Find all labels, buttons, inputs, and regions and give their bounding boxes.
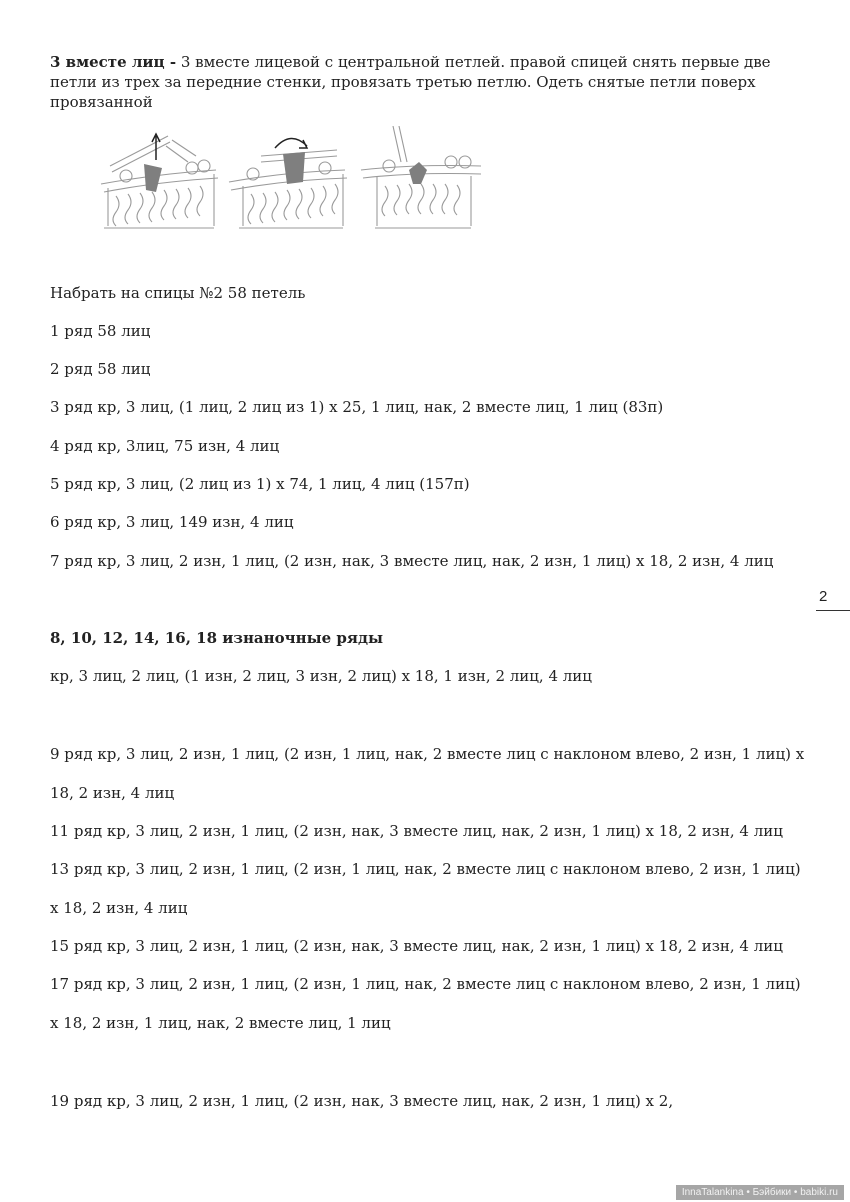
row-9-continuation: 18, 2 изн, 4 лиц xyxy=(50,784,175,802)
stitch-illustration-step-3 xyxy=(355,126,485,231)
row-19-line: 19 ряд кр, 3 лиц, 2 изн, 1 лиц, (2 изн, нак, 3 вместе лиц, нак, 2 изн, 1 лиц) х 2, xyxy=(50,1092,674,1110)
row-2-line: 2 ряд 58 лиц xyxy=(50,360,151,378)
purl-rows-line: кр, 3 лиц, 2 лиц, (1 изн, 2 лиц, 3 изн, 2 лиц) х 18, 1 изн, 2 лиц, 4 лиц xyxy=(50,667,592,685)
stitch-illustration-step-2 xyxy=(225,126,350,231)
row-1-line: 1 ряд 58 лиц xyxy=(50,322,151,340)
row-5-line: 5 ряд кр, 3 лиц, (2 лиц из 1) х 74, 1 лиц, 4 лиц (157п) xyxy=(50,475,470,493)
row-11-line: 11 ряд кр, 3 лиц, 2 изн, 1 лиц, (2 изн, нак, 3 вместе лиц, нак, 2 изн, 1 лиц) х 18, 2 изн, 4 лиц xyxy=(50,822,783,840)
row-4-line: 4 ряд кр, 3лиц, 75 изн, 4 лиц xyxy=(50,437,280,455)
page-number-rule xyxy=(816,610,850,611)
row-13-line: 13 ряд кр, 3 лиц, 2 изн, 1 лиц, (2 изн, 1 лиц, нак, 2 вместе лиц с наклоном влево, 2 изн, 1 лиц) xyxy=(50,860,801,878)
row-6-line: 6 ряд кр, 3 лиц, 149 изн, 4 лиц xyxy=(50,513,294,531)
row-7-line: 7 ряд кр, 3 лиц, 2 изн, 1 лиц, (2 изн, нак, 3 вместе лиц, нак, 2 изн, 1 лиц) х 18, 2 изн, 4 лиц xyxy=(50,552,774,570)
purl-rows-heading: 8, 10, 12, 14, 16, 18 изнаночные ряды xyxy=(50,629,383,647)
row-17-continuation: х 18, 2 изн, 1 лиц, нак, 2 вместе лиц, 1 лиц xyxy=(50,1014,391,1032)
row-9-line: 9 ряд кр, 3 лиц, 2 изн, 1 лиц, (2 изн, 1 лиц, нак, 2 вместе лиц с наклоном влево, 2 изн, 1 лиц) х xyxy=(50,745,805,763)
row-15-line: 15 ряд кр, 3 лиц, 2 изн, 1 лиц, (2 изн, нак, 3 вместе лиц, нак, 2 изн, 1 лиц) х 18, 2 изн, 4 лиц xyxy=(50,937,783,955)
watermark: InnaTalankina • Бэйбики • babiki.ru xyxy=(676,1185,844,1200)
stitch-illustration-step-1 xyxy=(96,126,221,231)
row-17-line: 17 ряд кр, 3 лиц, 2 изн, 1 лиц, (2 изн, 1 лиц, нак, 2 вместе лиц с наклоном влево, 2 изн, 1 лиц) xyxy=(50,975,801,993)
row-3-line: 3 ряд кр, 3 лиц, (1 лиц, 2 лиц из 1) х 25, 1 лиц, нак, 2 вместе лиц, 1 лиц (83п) xyxy=(50,398,664,416)
page-number: 2 xyxy=(819,588,828,605)
row-13-continuation: х 18, 2 изн, 4 лиц xyxy=(50,899,188,917)
intro-paragraph xyxy=(50,52,790,112)
intro-text: 3 вместе лицевой с центральной петлей. правой спицей снять первые две петли из трех за передние стенки, провязать третью петлю. Одеть снятые петли поверх провязанной xyxy=(50,53,771,111)
intro-term: 3 вместе лиц - xyxy=(50,53,177,71)
cast-on-line: Набрать на спицы №2 58 петель xyxy=(50,284,306,302)
